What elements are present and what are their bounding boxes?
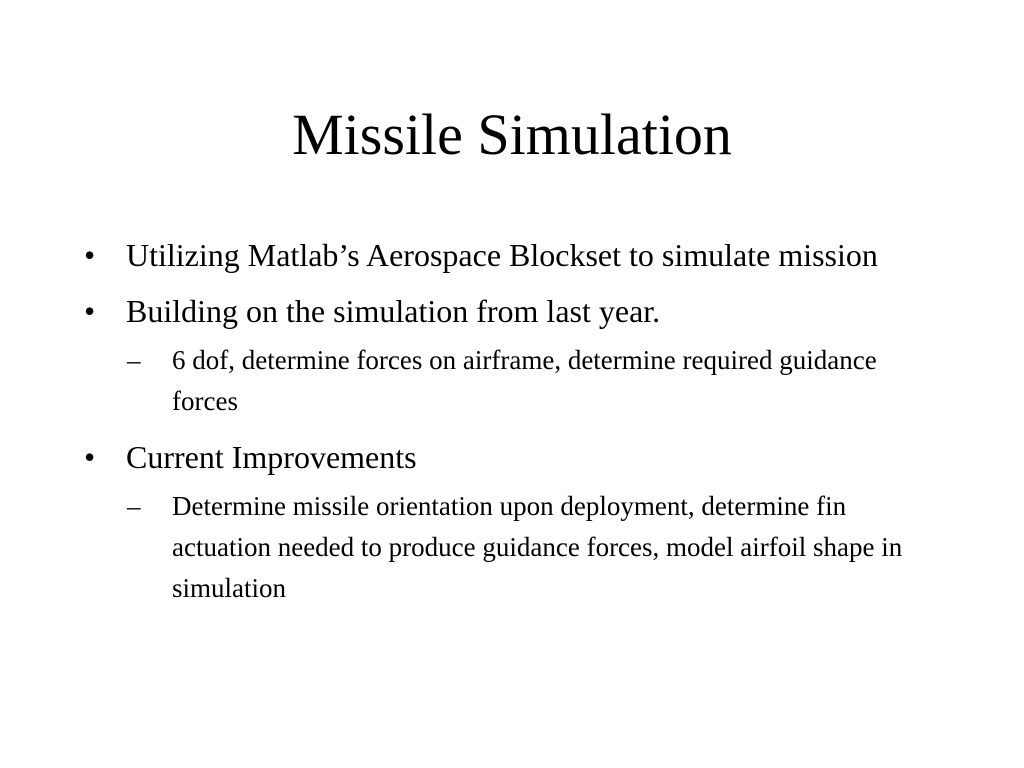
sub-bullet-item	[126, 486, 942, 609]
bullet-marker: •	[84, 293, 96, 329]
sub-bullet-text: 6 dof, determine forces on airframe, determine required guidance forces	[172, 345, 877, 416]
dash-marker: –	[127, 491, 141, 521]
bullet-list	[82, 232, 942, 621]
bullet-text: Utilizing Matlab’s Aerospace Blockset to simulate mission	[126, 237, 878, 273]
bullet-text: Current Improvements	[126, 439, 417, 475]
slide-title: Missile Simulation	[292, 102, 732, 167]
dash-marker: –	[127, 345, 141, 375]
bullet-marker: •	[84, 439, 96, 475]
sub-bullet-text: Determine missile orientation upon deployment, determine fin actuation needed to produce guidance forces, model airfoil shape in simulation	[172, 491, 903, 603]
bullet-text: Building on the simulation from last year.	[126, 293, 661, 329]
sub-bullet-item	[126, 340, 942, 422]
bullet-marker: •	[84, 237, 96, 273]
bullet-item	[82, 288, 942, 334]
bullet-item	[82, 232, 942, 278]
bullet-item	[82, 434, 942, 480]
